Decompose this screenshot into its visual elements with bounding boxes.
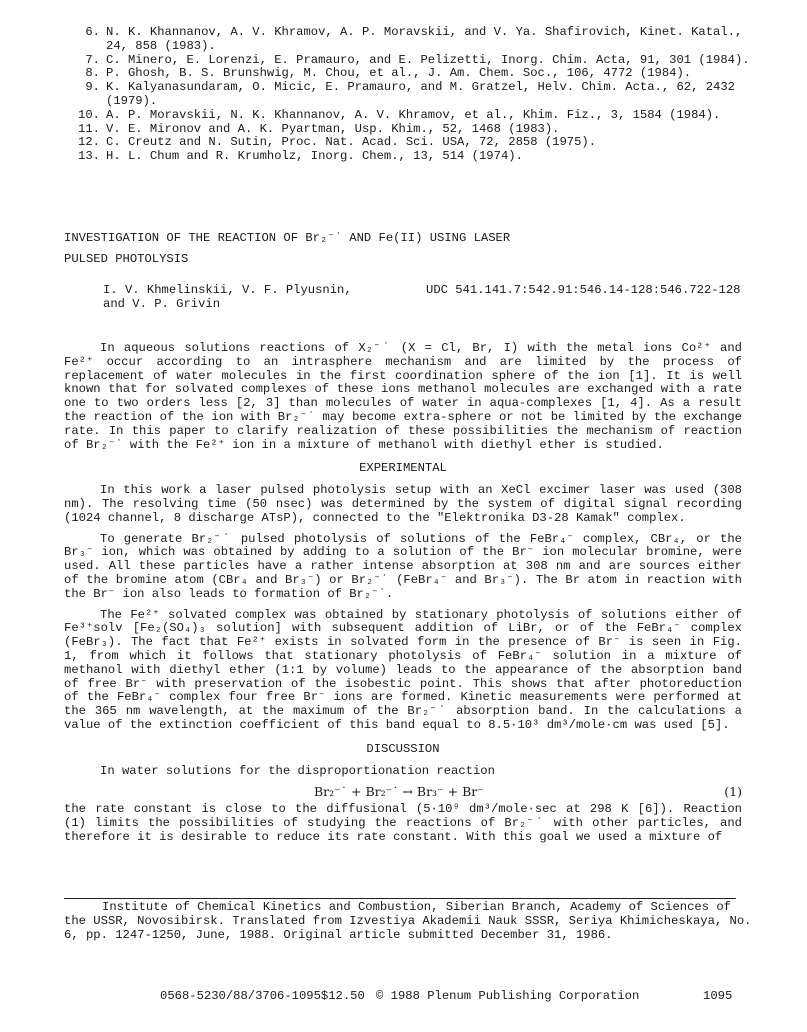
experimental-paragraph-2: To generate Br₂⁻˙ pulsed photolysis of solutions of the FeBr₄⁻ complex, CBr₄, or the Br₃⁻ ion, which was obtained by adding to a solution of the Br⁻ ion molecular bromine, were used. All these particles have a rather intense absorption at 308 nm and are sources either of the bromine atom (CBr₄ and Br₃⁻) or Br₂⁻˙ (FeBr₄⁻ and Br₃⁻). The Br atom in reaction with the Br⁻ ion also leads to formation of Br₂⁻˙. bbox=[64, 531, 742, 601]
page-number: 1095 bbox=[703, 989, 733, 1003]
title-line-2: PULSED PHOTOLYSIS bbox=[64, 251, 189, 266]
reference-item: 12. C. Creutz and N. Sutin, Proc. Nat. Acad. Sci. USA, 72, 2858 (1975). bbox=[78, 135, 597, 150]
discussion-paragraph-2: the rate constant is close to the diffusional (5·10⁹ dm³/mole·sec at 298 K [6]). Reaction (1) limits the possibilities of studying the reactions of Br₂⁻˙ with other particles, and therefore it is desirable to reduce its rate constant. With this goal we used a mixture of bbox=[64, 802, 742, 844]
reference-item: 13. H. L. Chum and R. Krumholz, Inorg. Chem., 13, 514 (1974). bbox=[78, 149, 523, 164]
reference-list bbox=[56, 26, 756, 164]
footer-code: 0568-5230/88/3706-1095$12.50 bbox=[160, 989, 365, 1003]
authors: I. V. Khmelinskii, V. F. Plyusnin, and V. P. Grivin bbox=[103, 283, 352, 311]
reference-item: 11. V. E. Mironov and A. K. Pyartman, Usp. Khim., 52, 1468 (1983). bbox=[78, 121, 560, 136]
section-heading-discussion: DISCUSSION bbox=[366, 741, 440, 756]
reference-item: 8. P. Ghosh, B. S. Brunshwig, M. Chou, et al., J. Am. Chem. Soc., 106, 4772 (1984). bbox=[85, 66, 692, 81]
udc-code: UDC 541.141.7:542.91:546.14-128:546.722-128 bbox=[426, 283, 741, 297]
footer-copyright: © 1988 Plenum Publishing Corporation bbox=[376, 989, 640, 1003]
article-body bbox=[64, 342, 742, 852]
equation-body: Br₂⁻˙ + Br₂⁻˙ → Br₃⁻ + Br⁻ bbox=[314, 784, 484, 800]
reference-item: 7. C. Minero, E. Lorenzi, E. Pramauro, and E. Pelizetti, Inorg. Chim. Acta, 91, 301 (1984). bbox=[85, 52, 750, 67]
title-line-1: INVESTIGATION OF THE REACTION OF Br₂⁻˙ AND Fe(II) USING LASER bbox=[64, 231, 511, 245]
reference-item: 10. A. P. Moravskii, N. K. Khannanov, A. V. Khramov, et al., Khim. Fiz., 3, 1584 (1984). bbox=[78, 107, 721, 122]
equation-number: (1) bbox=[724, 784, 742, 800]
article-title bbox=[64, 232, 744, 274]
section-heading-experimental: EXPERIMENTAL bbox=[359, 461, 447, 476]
intro-paragraph: In aqueous solutions reactions of X₂⁻˙ (X = Cl, Br, I) with the metal ions Co²⁺ and Fe²⁺ occur according to an intrasphere mechanism and are limited by the process of replacement of water molecules in the first coordination sphere of the ion [1]. It is well known that for solvated complexes of these ions methanol molecules are exchanged with a rate one to two orders less [2, 3] than molecules of water in aqua-complexes [1, 4]. As a result the reaction of the ion with Br₂⁻˙ may become extra-sphere or not be limited by the exchange rate. In this paper to clarify realization of these possibilities the mechanism of reaction of Br₂⁻˙ with the Fe²⁺ ion in a mixture of methanol with diethyl ether is studied. bbox=[64, 341, 742, 452]
reference-item: 9. K. Kalyanasundaram, O. Micic, E. Pramauro, and M. Gratzel, Helv. Chim. Acta., 62, 2432 (1979). bbox=[85, 80, 743, 108]
experimental-paragraph-3: The Fe²⁺ solvated complex was obtained by stationary photolysis of solutions either of Fe³⁺solv [Fe₂(SO₄)₃ solution] with subsequent addition of LiBr, or of the FeBr₄⁻ complex (FeBr₃). The fact that Fe²⁺ exists in solvated form in the presence of Br⁻ is seen in Fig. 1, from which it follows that stationary photolysis of FeBr₄⁻ solution in a mixture of methanol with diethyl ether (1:1 by volume) leads to the appearance of the absorption band of free Br⁻ with preservation of the isobestic point. This shows that after photoreduction of the FeBr₄⁻ complex four free Br⁻ ions are formed. Kinetic measurements were performed at the 365 nm wavelength, at the maximum of the Br₂⁻˙ absorption band. In the calculations a value of the extinction coefficient of this band equal to 8.5·10³ dm³/mole·cm was used [5]. bbox=[64, 607, 742, 732]
reference-item: 6. N. K. Khannanov, A. V. Khramov, A. P. Moravskii, and V. Ya. Shafirovich, Kinet. Katal., 24, 858 (1983). bbox=[85, 25, 750, 53]
footnote-divider bbox=[64, 898, 736, 899]
footnote: Institute of Chemical Kinetics and Combustion, Siberian Branch, Academy of Sciences of the USSR, Novosibirsk. Translated from Izvestiya Akademii Nauk SSSR, Seriya Khimicheskaya, No. 6, pp. 1247-1250, June, 1988. Original article submitted December 31, 1986. bbox=[64, 900, 752, 942]
equation bbox=[64, 785, 742, 799]
experimental-paragraph-1: In this work a laser pulsed photolysis setup with an XeCl excimer laser was used (308 nm). The resolving time (50 nsec) was determined by the system of digital signal recording (1024 channel, 8 discharge ATsP), connected to the "Elektronika D3-28 Kamak" complex. bbox=[64, 483, 742, 525]
discussion-paragraph-1: In water solutions for the disproportionation reaction bbox=[100, 763, 495, 778]
